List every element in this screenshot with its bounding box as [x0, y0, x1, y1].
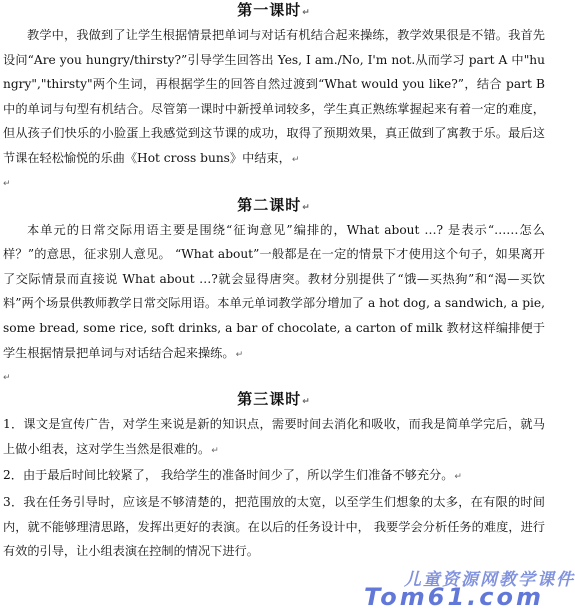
- section-title-1: 第一课时↵: [237, 1, 311, 19]
- section-3-item-1: 1．课文是宣传广告，对学生来说是新的知识点，需要时间去消化和吸收，而我是简单学完后，就马上做小组表，这对学生当然是很难的。↵: [3, 417, 545, 456]
- section-3-item-3: 3．我在任务引导时，应该是不够清楚的，把范围放的太宽，以至学生们想象的太多，在有限的时间内，就不能够理清思路，发挥出更好的表演。在以后的任务设计中， 我要学会分析任务的难度，进行有效的引导，让小组表演在控制的情况下进行。: [3, 494, 545, 559]
- section-2-paragraph: 本单元的日常交际用语主要是围绕“征询意见”编排的，What about …? 是表示“……怎么样？”的意思，征求别人意见。 “What about”一般都是在一定的情景下才使用这个句子，如果离开了交际情景而直接说 What about …?就会显得唐突。教材分别提供了“饿—买热狗”和“渴—买饮料”两个场景供教师教学日常交际用语。本单元单词教学部分增加了 a hot dog, a sandwich, a pie, some bread, some rice, soft drinks, a bar of chocolate, a carton of milk 教材这样编排便于学生根据情景把单词与对话结合起来操练。↵: [3, 222, 545, 360]
- section-title-3: 第三课时↵: [237, 390, 311, 409]
- section-title-2: 第二课时↵: [237, 195, 311, 214]
- section-1-paragraph: 教学中，我做到了让学生根据情景把单词与对话有机结合起来操练，教学效果很是不错。我首先设问“Are you hungry/thirsty?”引导学生回答出 Yes, I am./No, I'm not.从而学习 part A 中"hungry","thirsty"两个生词，再根据学生的回答自然过渡到“What would you like?”，结合 part B 中的单词与句型有机结合。尽管第一课时中新授单词较多，学生真正熟练掌握起来有着一定的难度，但从孩子们快乐的小脸蛋上我感觉到这节课的成功，取得了预期效果，真正做到了寓教于乐。最后这节课在轻松愉悦的乐曲《Hot cross buns》中结束，↵: [3, 28, 545, 165]
- watermark-bottom-text: Tom61.com: [364, 583, 545, 611]
- section-3-item-2: 2．由于最后时间比较紧了， 我给学生的准备时间少了，所以学生们准备不够充分。↵: [3, 468, 462, 483]
- empty-line: ↵: [3, 373, 11, 384]
- empty-line: ↵: [3, 178, 11, 189]
- watermark-top-text: 儿童资源网教学课件: [404, 570, 575, 590]
